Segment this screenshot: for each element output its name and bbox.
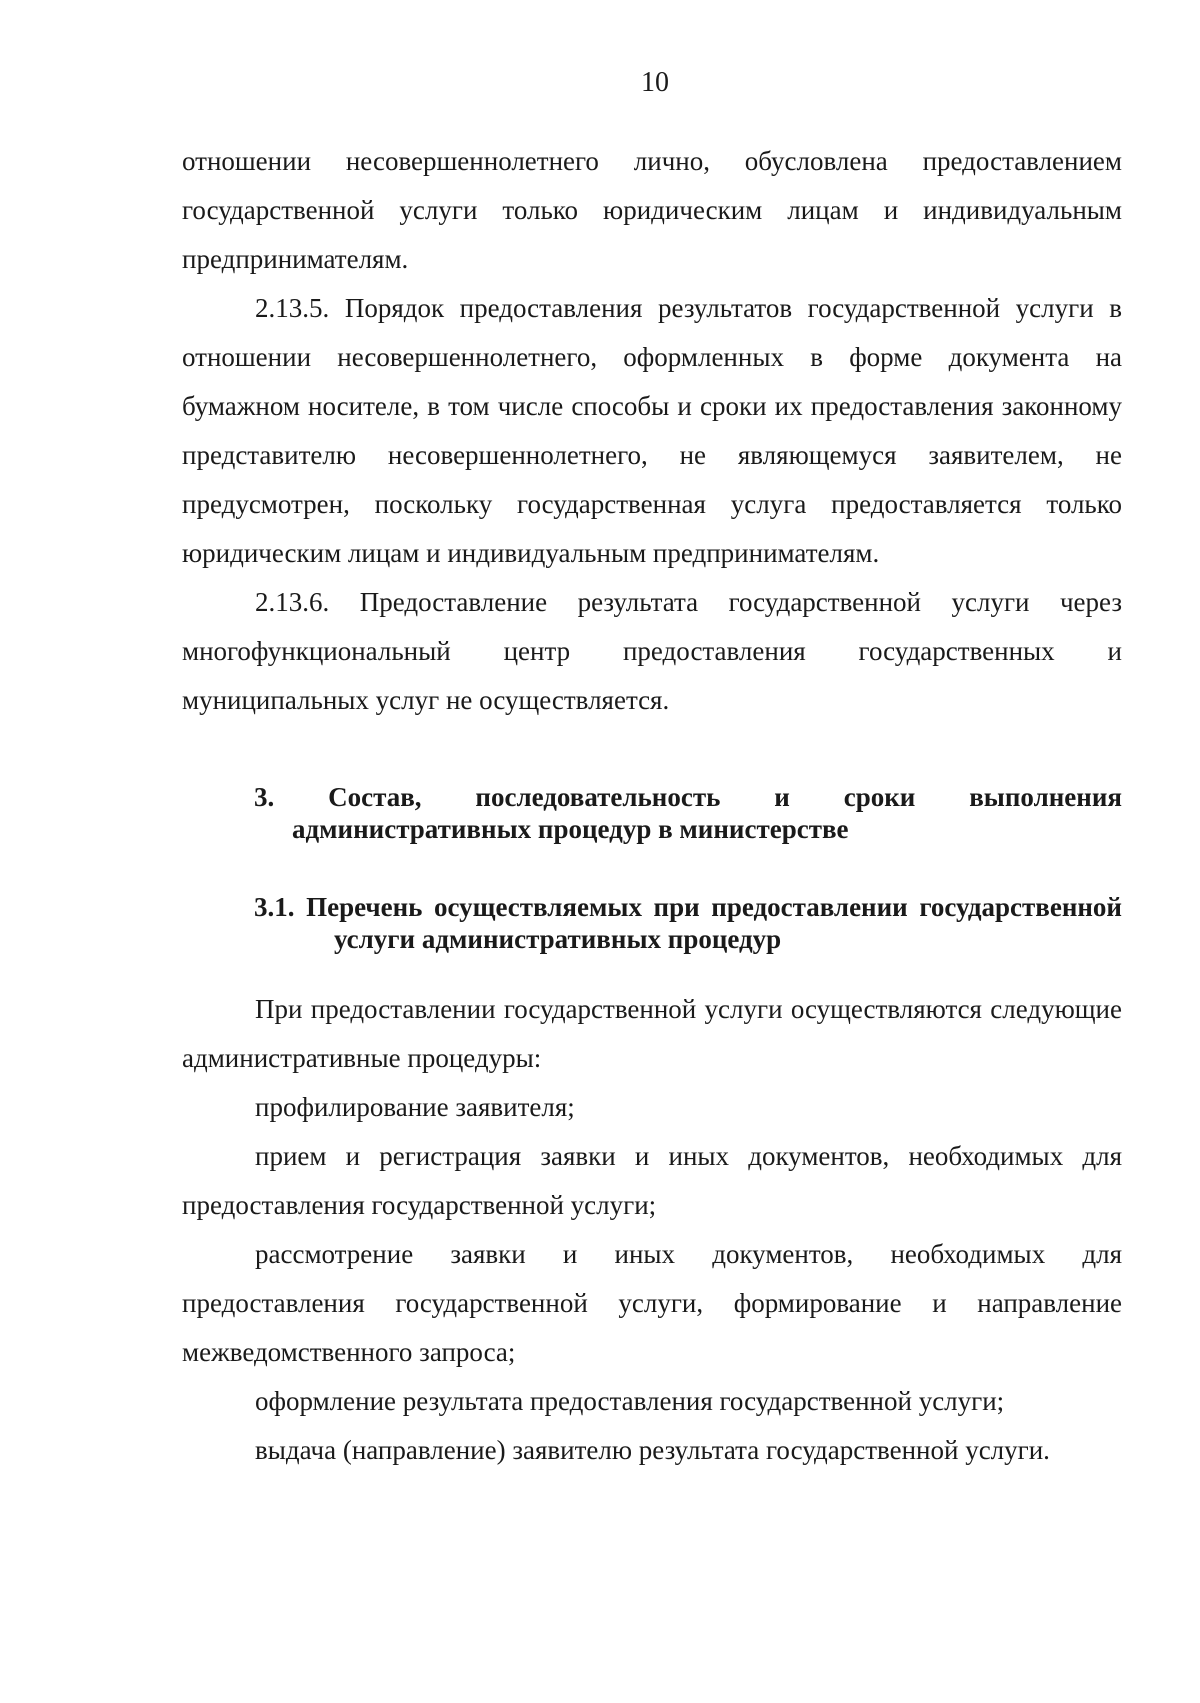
procedure-item: прием и регистрация заявки и иных документов, необходимых для предоставления государственной услуги; (182, 1141, 1122, 1220)
paragraph-continuation: отношении несовершеннолетнего лично, обусловлена предоставлением государственной услуги только юридическим лицам и индивидуальным предпринимателям. (182, 146, 1122, 274)
procedures-block (182, 985, 1122, 1475)
section-3-heading: 3. Состав, последовательность и сроки выполнения административных процедур в министерстве (254, 782, 1122, 844)
section-3-1-heading-block (182, 891, 1122, 955)
section-3-1-heading: 3.1. Перечень осуществляемых при предоставлении государственной услуги административных процедур (254, 892, 1122, 954)
page-number: 10 (641, 67, 669, 98)
procedure-item: оформление результата предоставления государственной услуги; (255, 1386, 1005, 1416)
document-body (182, 137, 1122, 1475)
procedure-item: профилирование заявителя; (255, 1092, 575, 1122)
procedure-item: рассмотрение заявки и иных документов, необходимых для предоставления государственной услуги, формирование и направление межведомственного запроса; (182, 1239, 1122, 1367)
procedures-intro: При предоставлении государственной услуги осуществляются следующие административные процедуры: (182, 994, 1122, 1073)
paragraph-2-13-6: 2.13.6. Предоставление результата государственной услуги через многофункциональный центр предоставления государственных и муниципальных услуг не осуществляется. (182, 587, 1122, 715)
paragraph-2-13-5: 2.13.5. Порядок предоставления результатов государственной услуги в отношении несовершеннолетнего, оформленных в форме документа на бумажном носителе, в том числе способы и сроки их предоставления законному представителю несовершеннолетнего, не являющемуся заявителем, не предусмотрен, поскольку государственная услуга предоставляется только юридическим лицам и индивидуальным предпринимателям. (182, 293, 1122, 568)
procedure-item: выдача (направление) заявителю результата государственной услуги. (255, 1435, 1050, 1465)
section-3-heading-block (182, 781, 1122, 845)
